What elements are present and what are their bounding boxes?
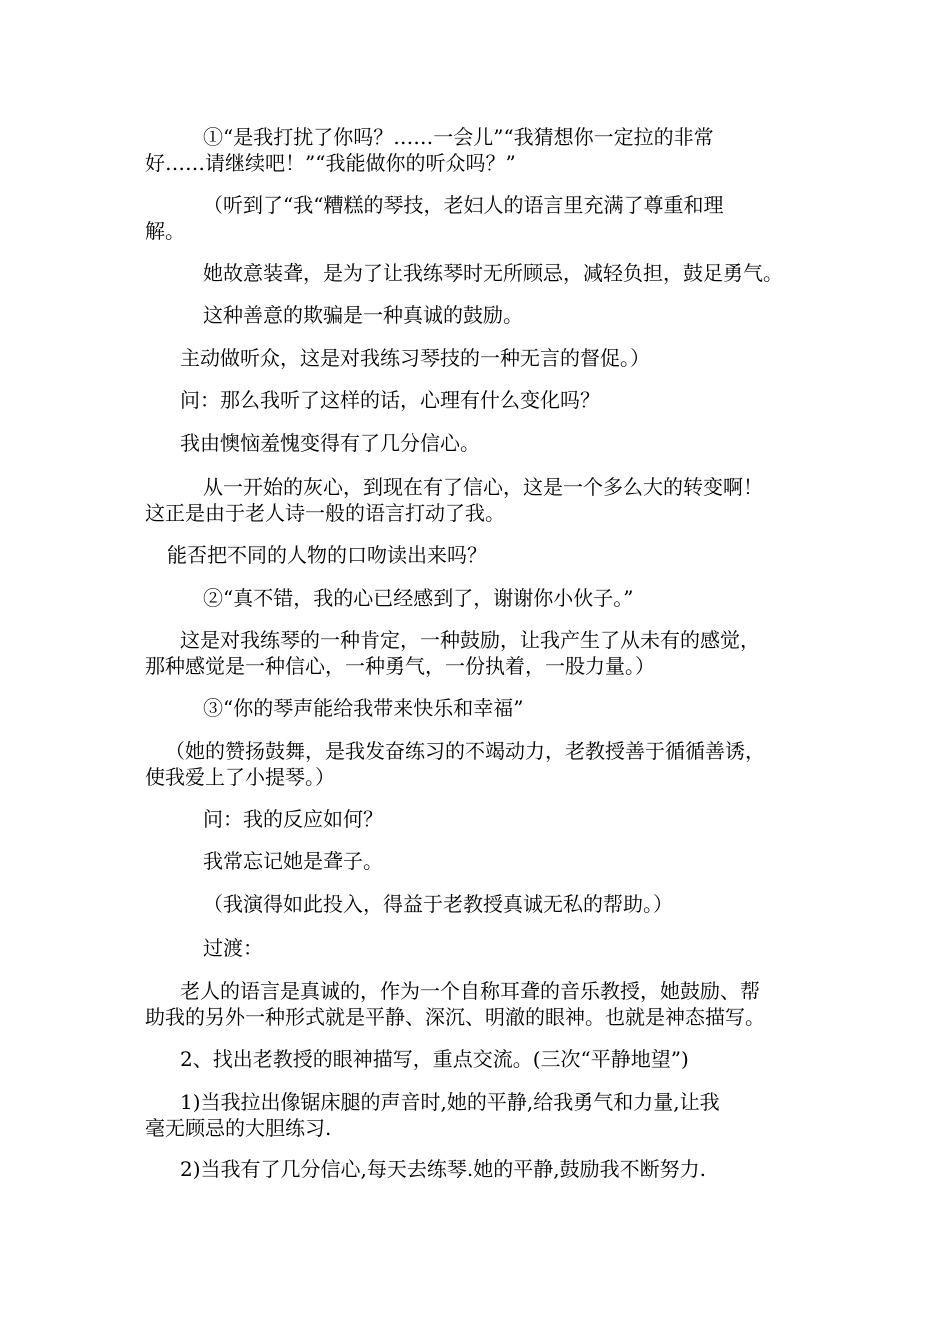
paragraph-6 — [145, 387, 810, 413]
paragraph-19 — [145, 1046, 810, 1072]
text-line: 2)当我有了几分信心,每天去练琴.她的平静,鼓励我不断努力. — [180, 1157, 706, 1181]
paragraph-20 — [145, 1089, 810, 1141]
text-line: （她的赞扬鼓舞，是我发奋练习的不竭动力，老教授善于循循善诱， — [165, 739, 765, 763]
text-line: 能否把不同的人物的口吻读出来吗？ — [167, 543, 487, 567]
text-line: ③“你的琴声能给我带来快乐和幸福” — [203, 696, 524, 720]
paragraph-5 — [145, 345, 810, 371]
paragraph-8 — [145, 474, 810, 526]
text-line: 她故意装聋，是为了让我练琴时无所顾忌，减轻负担，鼓足勇气。 — [203, 261, 783, 285]
text-line: 那种感觉是一种信心，一种勇气，一份执着，一股力量。） — [145, 654, 655, 678]
text-line: 问：我的反应如何？ — [203, 807, 383, 831]
paragraph-11 — [145, 627, 810, 679]
text-line: 过渡： — [203, 936, 263, 960]
text-line: （我演得如此投入，得益于老教授真诚无私的帮助。） — [203, 892, 673, 916]
text-line: 2、找出老教授的眼神描写，重点交流。(三次“平静地望”) — [180, 1047, 689, 1071]
text-line: 主动做听众，这是对我练习琴技的一种无言的督促。） — [180, 346, 650, 370]
paragraph-9 — [145, 542, 810, 568]
text-line: 我常忘记她是聋子。 — [203, 849, 383, 873]
text-line: 这是对我练琴的一种肯定，一种鼓励，让我产生了从未有的感觉， — [180, 628, 760, 652]
text-line: 问：那么我听了这样的话，心理有什么变化吗？ — [180, 388, 600, 412]
text-line: 解。 — [145, 219, 185, 243]
paragraph-1 — [145, 124, 810, 176]
text-line: 助我的另外一种形式就是平静、深沉、明澈的眼神。也就是神态描写。 — [145, 1005, 765, 1029]
text-line: 使我爱上了小提琴。） — [145, 765, 335, 789]
paragraph-17 — [145, 935, 810, 961]
text-line: 我由懊恼羞愧变得有了几分信心。 — [180, 431, 480, 455]
text-line: 好……请继续吧！”“我能做你的听众吗？” — [145, 151, 516, 175]
paragraph-15 — [145, 848, 810, 874]
paragraph-13 — [145, 738, 810, 790]
text-line: 从一开始的灰心，到现在有了信心，这是一个多么大的转变啊！ — [203, 475, 763, 499]
paragraph-7 — [145, 430, 810, 456]
paragraph-12 — [145, 695, 810, 721]
text-line: 这正是由于老人诗一般的语言打动了我。 — [145, 501, 505, 525]
text-line: 毫无顾忌的大胆练习. — [145, 1116, 332, 1140]
text-line: 1)当我拉出像锯床腿的声音时,她的平静,给我勇气和力量,让我 — [180, 1090, 720, 1114]
text-line: ②“真不错，我的心已经感到了，谢谢你小伙子。” — [203, 586, 634, 610]
paragraph-10 — [145, 585, 810, 611]
paragraph-21 — [145, 1156, 810, 1182]
text-line: （听到了“我“糟糕的琴技，老妇人的语言里充满了尊重和理 — [203, 193, 724, 217]
paragraph-18 — [145, 978, 810, 1030]
text-line: ①“是我打扰了你吗？……一会儿”“我猜想你一定拉的非常 — [203, 125, 714, 149]
paragraph-14 — [145, 806, 810, 832]
paragraph-2 — [145, 192, 810, 244]
paragraph-4 — [145, 302, 810, 328]
text-line: 这种善意的欺骗是一种真诚的鼓励。 — [203, 303, 523, 327]
paragraph-16 — [145, 891, 810, 917]
text-line: 老人的语言是真诚的，作为一个自称耳聋的音乐教授，她鼓励、帮 — [180, 979, 760, 1003]
paragraph-3 — [145, 260, 810, 286]
